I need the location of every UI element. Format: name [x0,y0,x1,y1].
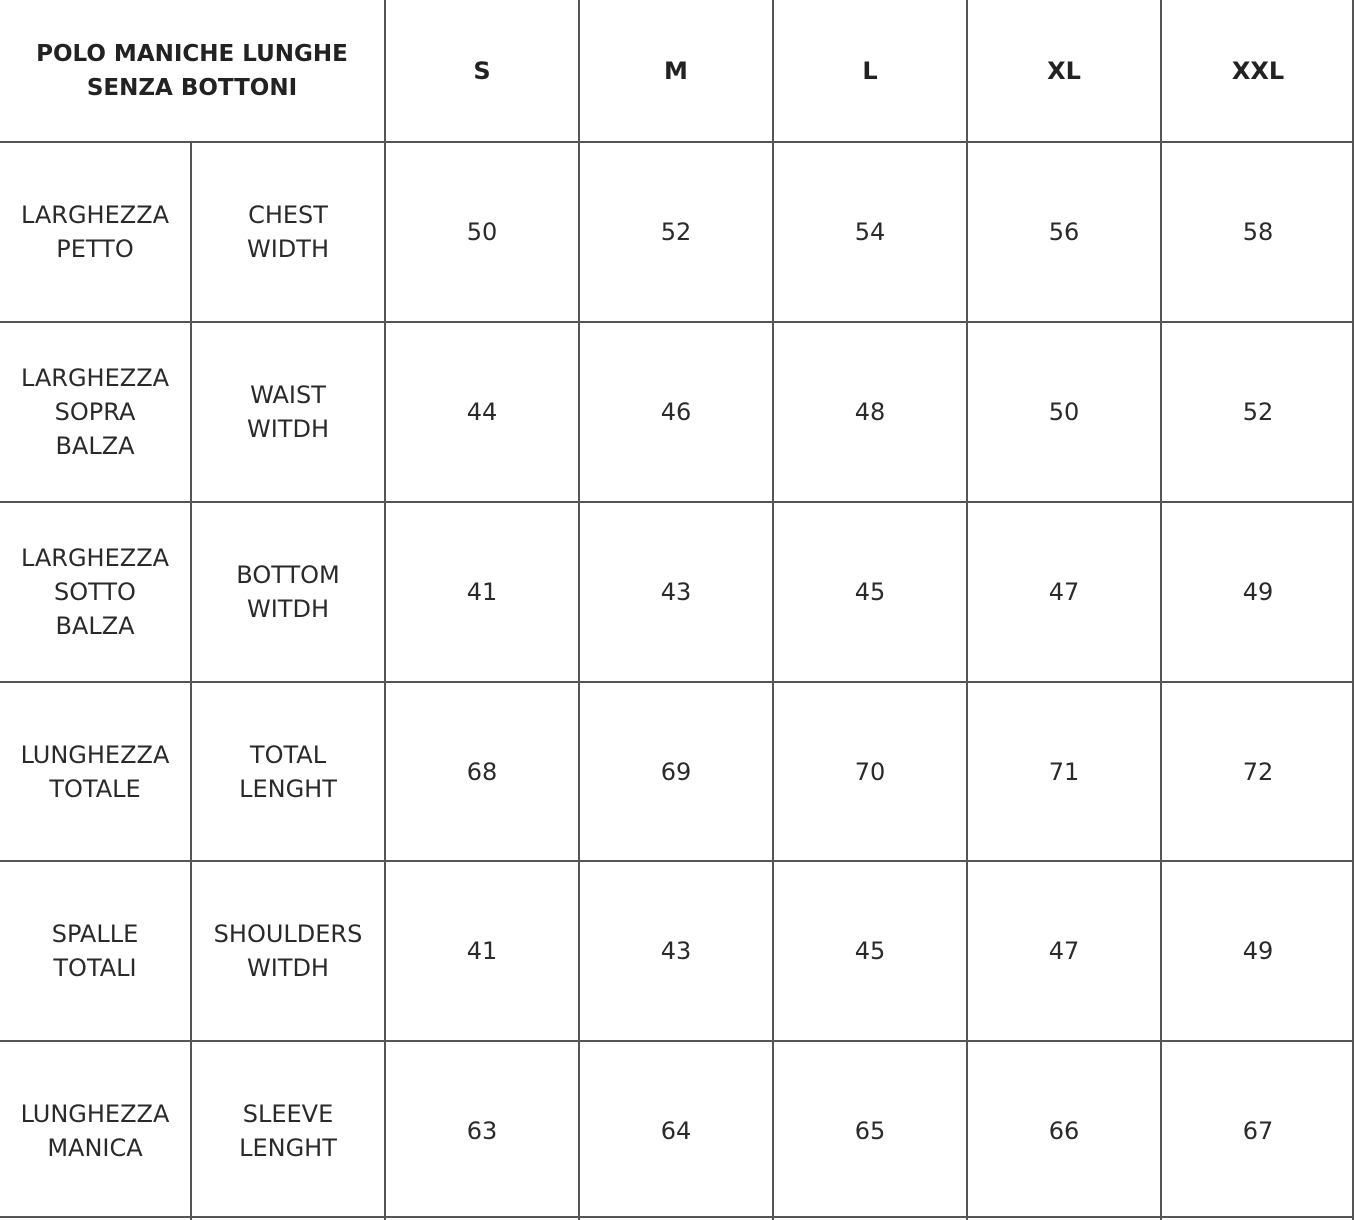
table-cell: 65 [772,1040,966,1220]
row-label-italian: LARGHEZZA SOTTO BALZA [0,501,190,681]
row-label-italian: LUNGHEZZA TOTALE [0,681,190,860]
table-cell: 54 [772,141,966,321]
table-cell: 52 [1160,321,1354,501]
row-label-italian: LARGHEZZA SOPRA BALZA [0,321,190,501]
table-cell: 45 [772,860,966,1040]
table-cell: 52 [578,141,772,321]
row-label-english: SHOULDERS WITDH [190,860,384,1040]
size-header-xl: XL [966,0,1160,141]
row-label-italian: SPALLE TOTALI [0,860,190,1040]
row-label-english: WAIST WITDH [190,321,384,501]
table-cell: 70 [772,681,966,860]
table-cell: 49 [1160,501,1354,681]
table-cell: 66 [966,1040,1160,1220]
row-label-english: CHEST WIDTH [190,141,384,321]
size-header-xxl: XXL [1160,0,1354,141]
table-cell: 43 [578,501,772,681]
table-cell: 46 [578,321,772,501]
table-cell: 63 [384,1040,578,1220]
table-cell: 71 [966,681,1160,860]
table-cell: 49 [1160,860,1354,1040]
row-label-italian: LUNGHEZZA MANICA [0,1040,190,1220]
table-cell: 67 [1160,1040,1354,1220]
table-cell: 68 [384,681,578,860]
table-cell: 41 [384,860,578,1040]
size-header-s: S [384,0,578,141]
table-title: POLO MANICHE LUNGHE SENZA BOTTONI [36,40,348,101]
table-bottom-border [0,1216,1354,1218]
size-header-l: L [772,0,966,141]
table-cell: 50 [384,141,578,321]
table-cell: 43 [578,860,772,1040]
table-cell: 48 [772,321,966,501]
table-cell: 69 [578,681,772,860]
table-cell: 56 [966,141,1160,321]
table-cell: 45 [772,501,966,681]
table-cell: 41 [384,501,578,681]
table-cell: 50 [966,321,1160,501]
size-header-m: M [578,0,772,141]
row-label-english: TOTAL LENGHT [190,681,384,860]
table-cell: 64 [578,1040,772,1220]
table-cell: 72 [1160,681,1354,860]
row-label-english: SLEEVE LENGHT [190,1040,384,1220]
row-label-italian: LARGHEZZA PETTO [0,141,190,321]
row-label-english: BOTTOM WITDH [190,501,384,681]
table-cell: 44 [384,321,578,501]
table-cell: 58 [1160,141,1354,321]
table-cell: 47 [966,860,1160,1040]
table-cell: 47 [966,501,1160,681]
